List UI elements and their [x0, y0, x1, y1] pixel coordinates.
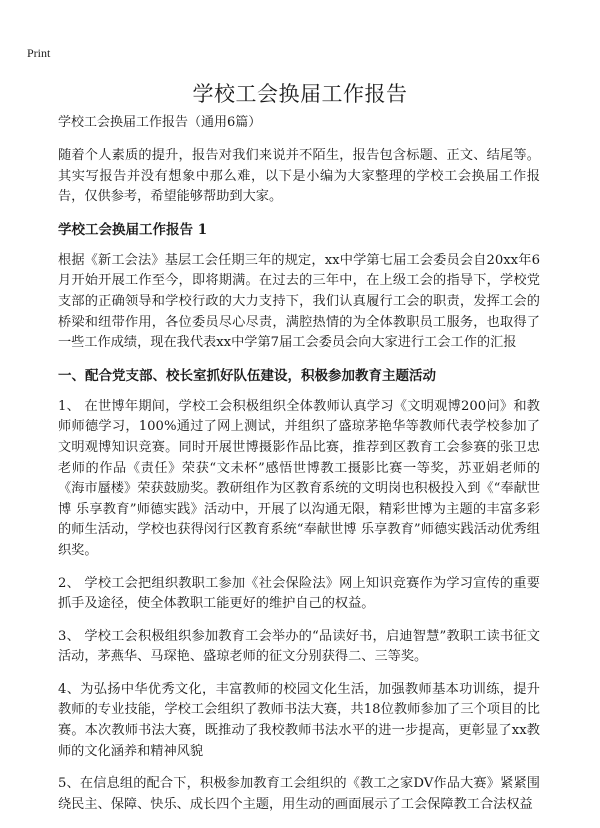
print-link[interactable]: Print [27, 46, 51, 60]
body-paragraph: 5、在信息组的配合下，积极参加教育工会组织的《教工之家DV作品大赛》紧紧围绕民主、保障、快乐、成长四个主题，用生动的画面展示了工会保障教工合法权益 [58, 776, 540, 812]
body-paragraph: 2、 学校工会把组织教职工参加《社会保险法》网上知识竞赛作为学习宣传的重要抓手及途径，使全体教职工能更好的维护自己的权益。 [58, 575, 540, 612]
body-paragraph: 3、 学校工会积极组织参加教育工会举办的“品读好书，启迪智慧”教职工读书征文活动，茅燕华、马琛艳、盛琼老师的征文分别获得二、三等奖。 [58, 628, 540, 665]
page-title: 学校工会换届工作报告 [192, 82, 408, 106]
report-intro-paragraph: 根据《新工会法》基层工会任期三年的规定，xx中学第七届工会委员会自20xx年6月开始开展工作至今，即将期满。在过去的三年中，在上级工会的指导下，学校党支部的正确领导和学校行政的大力支持下，我们认真履行工会的职责，发挥工会的桥梁和纽带作用，各位委员尽心尽责，满腔热情的为全体教职员工服务，也取得了一些工作成绩，现在我代表xx中学第7届工会委员会向大家进行工会工作的汇报 [58, 252, 540, 351]
report-heading: 学校工会换届工作报告 1 [58, 221, 208, 238]
document-subtitle: 学校工会换届工作报告（通用6篇） [58, 115, 262, 130]
document-body [58, 113, 540, 827]
body-paragraph: 4、为弘扬中华优秀文化，丰富教师的校园文化生活，加强教师基本功训练，提升教师的专业技能，学校工会组织了教师书法大赛，共18位教师参加了三个项目的比赛。本次教师书法大赛，既推动了我校教师书法水平的进一步提高，更彰显了xx教师的文化涵养和精神风貌 [58, 681, 540, 759]
body-paragraph: 1、 在世博年期间，学校工会积极组织全体教师认真学习《文明观博200问》和教师师德学习，100%通过了网上测试，并组织了盛琼茅艳华等教师代表学校参加了文明观博知识竞赛。同时开展世博摄影作品比赛，推荐到区教育工会参赛的张卫忠老师的作品《责任》荣获“文未杯”感悟世博教工摄影比赛一等奖，苏亚娟老师的《海市蜃楼》荣获鼓励奖。教研组作为区教育系统的文明岗也积极投入到《“奉献世博 乐享教育”师德实践》活动中，开展了以沟通无限，精彩世博为主题的丰富多彩的师生活动，学校也获得闵行区教育系统“奉献世博 乐享教育”师德实践活动优秀组织奖。 [58, 398, 540, 558]
section-heading: 一、配合党支部、校长室抓好队伍建设，积极参加教育主题活动 [58, 367, 436, 384]
intro-paragraph: 随着个人素质的提升，报告对我们来说并不陌生，报告包含标题、正文、结尾等。其实写报告并没有想象中那么难，以下是小编为大家整理的学校工会换届工作报告，仅供参考，希望能够帮助到大家。 [58, 148, 540, 205]
